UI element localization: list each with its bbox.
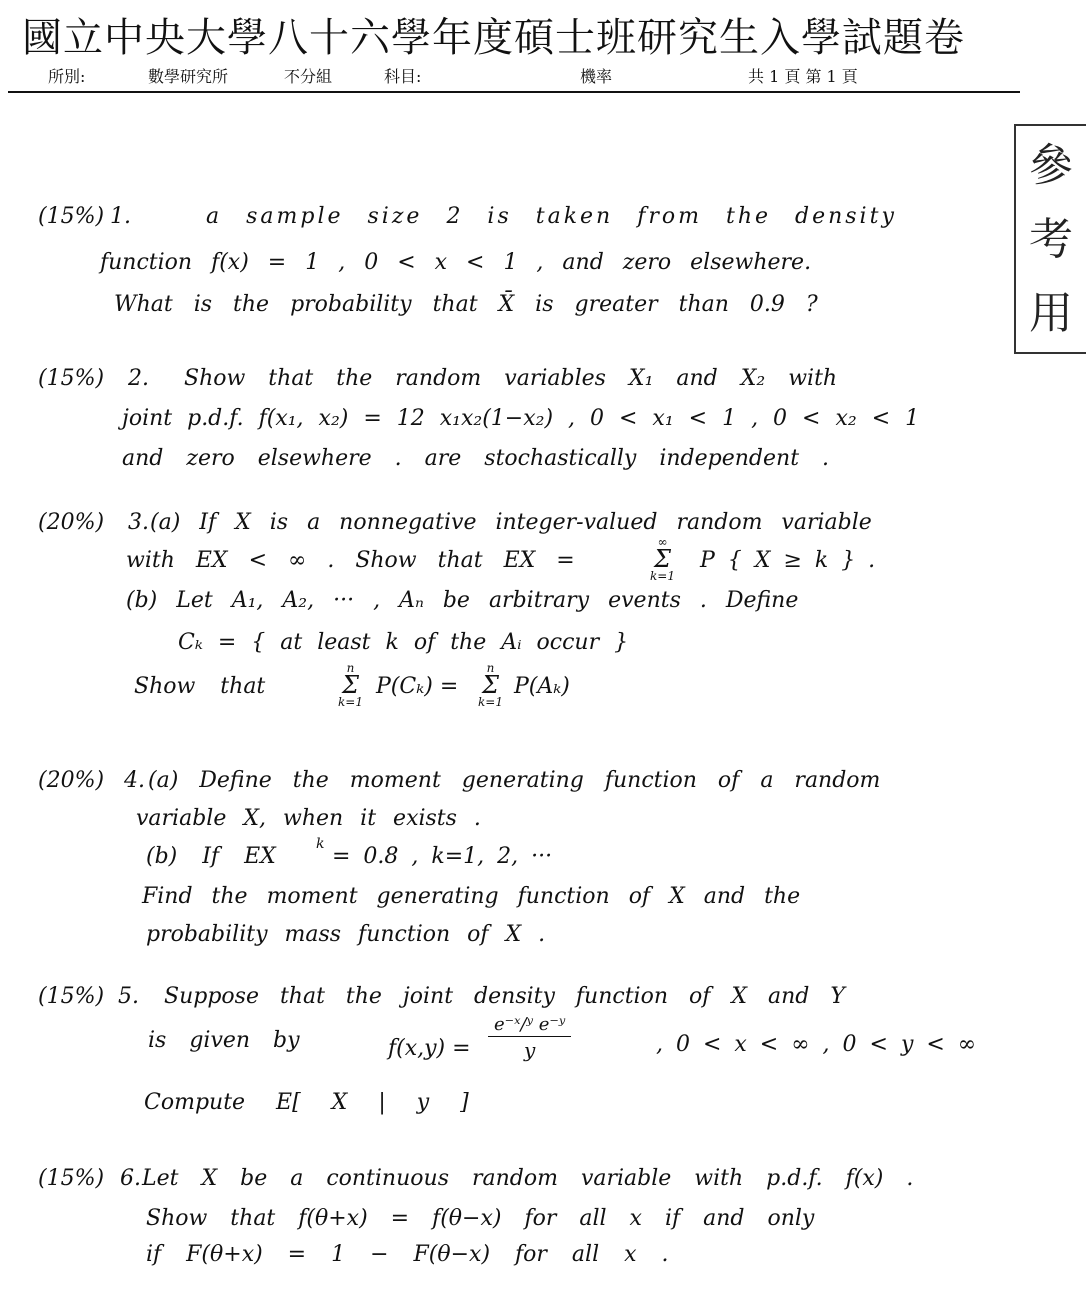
q5-line-1: Suppose that the joint density function of X and Y — [164, 984, 845, 1009]
q1-number: 1. — [110, 204, 131, 229]
q1-line-3: What is the probability that X̄ is greater than 0.9 ? — [114, 292, 818, 317]
q6-line-2: Show that f(θ+x) = f(θ−x) for all x if and only — [146, 1206, 815, 1231]
q3-line-8: P(Aₖ) — [514, 674, 570, 699]
q2-line-3: and zero elsewhere . are stochastically independent . — [122, 446, 830, 471]
q5-line-2: is given by — [148, 1028, 300, 1053]
question-1 — [38, 200, 1018, 340]
q3-sum-1-lower: k=1 — [650, 569, 675, 583]
q5-line-3: f(x,y) = — [388, 1036, 471, 1061]
q4-line-1: (a) Define the moment generating function of a random — [148, 768, 881, 793]
stamp-char-1: 參 — [1029, 140, 1073, 191]
q3-line-5: Cₖ = { at least k of the Aᵢ occur } — [178, 630, 629, 655]
q3-line-7: P(Cₖ) = — [376, 674, 459, 699]
stamp-char-2: 考 — [1029, 214, 1073, 265]
q3-sum-3-sigma: Σ — [482, 671, 499, 699]
q3-line-6: Show that — [134, 674, 266, 699]
subject-label: 科目: — [384, 67, 422, 86]
q4-line-5: Find the moment generating function of X and the — [142, 884, 801, 909]
q4-line-6: probability mass function of X . — [146, 922, 546, 947]
q3-sum-2-upper: n — [346, 661, 355, 675]
q2-line-1: Show that the random variables X₁ and X₂ with — [184, 366, 838, 391]
q3-sum-1-sigma: Σ — [654, 545, 671, 573]
q3-sum-3-lower: k=1 — [478, 695, 503, 709]
question-6 — [38, 1162, 1018, 1282]
q2-line-2: joint p.d.f. f(x₁, x₂) = 12 x₁x₂(1−x₂) , 0 < x₁ < 1 , 0 < x₂ < 1 — [122, 406, 920, 431]
exam-title: 國立中央大學八十六學年度碩士班研究生入學試題卷 — [22, 15, 965, 61]
q2-number: 2. — [128, 366, 149, 391]
q5-fraction-denominator: y — [523, 1038, 536, 1062]
q3-sum-1-upper: ∞ — [657, 535, 668, 549]
dept-label: 所別: — [48, 67, 86, 86]
q5-number: 5. — [118, 984, 139, 1009]
q5-mark: (15%) — [38, 984, 105, 1009]
question-4 — [38, 764, 1018, 964]
q1-line-2: function f(x) = 1 , 0 < x < 1 , and zero elsewhere. — [100, 250, 812, 275]
q4-line-2: variable X, when it exists . — [136, 806, 481, 831]
q3-sum-2 — [338, 662, 363, 708]
q3-number: 3. — [128, 510, 149, 535]
q4-exponent-k: k — [316, 836, 325, 852]
q6-number: 6. — [120, 1166, 141, 1191]
group-label: 不分組 — [284, 67, 333, 86]
stamp-char-3: 用 — [1029, 288, 1073, 339]
q3-line-1: (a) If X is a nonnegative integer-valued random variable — [150, 510, 872, 535]
q5-fraction-numerator: e⁻ˣ/ʸ e⁻ʸ — [488, 1014, 571, 1037]
q3-line-4: (b) Let A₁, A₂, ··· , Aₙ be arbitrary events . Define — [126, 588, 799, 613]
q4-number: 4. — [124, 768, 145, 793]
q3-mark: (20%) — [38, 510, 105, 535]
q3-line-2: with EX < ∞ . Show that EX = — [126, 548, 575, 573]
q4-line-3: (b) If EX — [146, 844, 276, 869]
q6-mark: (15%) — [38, 1166, 105, 1191]
q3-sum-2-sigma: Σ — [342, 671, 359, 699]
header-rule — [8, 91, 1020, 93]
q1-line-1: a sample size 2 is taken from the density — [206, 204, 897, 229]
q2-mark: (15%) — [38, 366, 105, 391]
q6-line-3: if F(θ+x) = 1 − F(θ−x) for all x . — [146, 1242, 669, 1267]
q5-line-4: , 0 < x < ∞ , 0 < y < ∞ — [656, 1032, 977, 1057]
q6-line-1: Let X be a continuous random variable with p.d.f. f(x) . — [142, 1166, 914, 1191]
q5-line-5: Compute E[ X | y ] — [144, 1090, 469, 1115]
subject-value: 機率 — [580, 67, 613, 86]
q3-sum-2-lower: k=1 — [338, 695, 363, 709]
question-2 — [38, 362, 1018, 492]
q4-line-4: = 0.8 , k=1, 2, ··· — [332, 844, 553, 869]
q3-line-3: P { X ≥ k } . — [700, 548, 876, 573]
q4-mark: (20%) — [38, 768, 105, 793]
q1-mark: (15%) — [38, 204, 105, 229]
q3-sum-1 — [650, 536, 675, 582]
q3-sum-3 — [478, 662, 503, 708]
q5-fraction — [488, 1014, 571, 1063]
question-3 — [38, 506, 1018, 726]
page-info: 共 1 頁 第 1 頁 — [748, 67, 858, 86]
reference-stamp — [1014, 124, 1086, 354]
question-5 — [38, 980, 1018, 1130]
dept-value: 數學研究所 — [148, 67, 229, 86]
q3-sum-3-upper: n — [486, 661, 495, 675]
